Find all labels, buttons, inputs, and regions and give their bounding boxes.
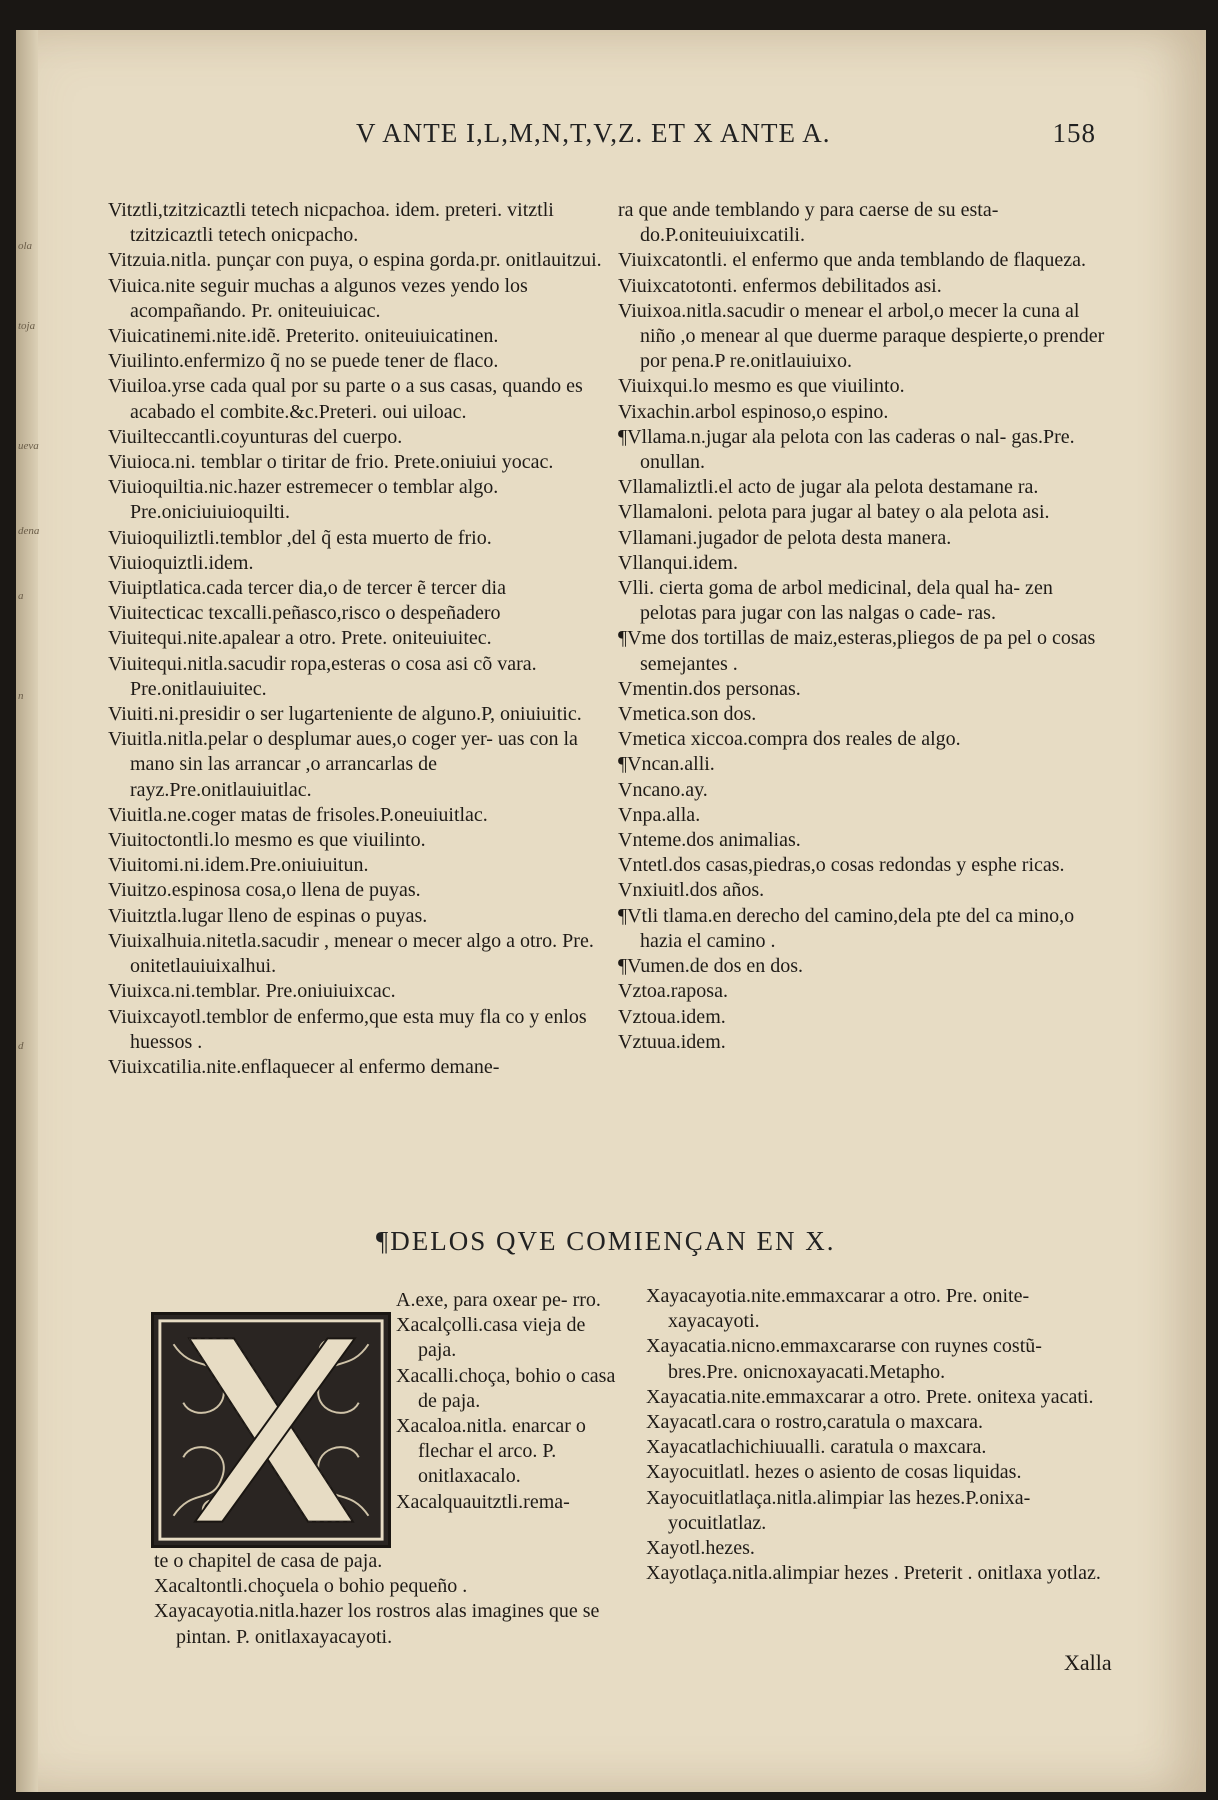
dictionary-entry: Viuitequi.nite.apalear a otro. Prete. oniteuiuitec. [108, 627, 492, 650]
dictionary-entry: Viuicatinemi.nite.idẽ. Preterito. oniteuiuicatinen. [108, 325, 499, 348]
dictionary-entry: Viuilteccantli.coyunturas del cuerpo. [108, 425, 403, 448]
dictionary-entry: Xayotl.hezes. [646, 1537, 755, 1560]
dictionary-entry: Viuitla.nitla.pelar o desplumar aues,o coger yer- uas con la mano sin las arrancar ,o arrancarlas de rayz.Pre.onitlauiuitlac. [108, 728, 578, 801]
right-column [618, 198, 1108, 1055]
catchword: Xalla [1064, 1650, 1112, 1675]
dictionary-entry: Vztoa.raposa. [618, 980, 728, 1003]
dictionary-entry: Viuixcatotonti. enfermos debilitados asi. [618, 274, 942, 297]
dictionary-entry: Viuiti.ni.presidir o ser lugarteniente de alguno.P, oniuiuitic. [108, 703, 582, 726]
dictionary-entry: Vllanqui.idem. [618, 551, 738, 574]
dictionary-entry: Vncano.ay. [618, 778, 708, 801]
dictionary-entry: Xayacayotia.nitla.hazer los rostros alas imagines que se pintan. P. onitlaxayacayoti. [154, 1600, 600, 1648]
folio-number: 158 [1052, 118, 1096, 148]
dictionary-entry: Vnteme.dos animalias. [618, 829, 801, 852]
dictionary-entry: ¶Vncan.alli. [618, 753, 715, 776]
dictionary-entry: Xayacatia.nite.emmaxcarar a otro. Prete. onitexa yacati. [646, 1385, 1094, 1408]
decorated-initial-x [56, 1214, 391, 1548]
margin-note: ueva [18, 440, 39, 452]
dictionary-entry: Viuitzo.espinosa cosa,o llena de puyas. [108, 879, 421, 902]
dictionary-entry: Viuixca.ni.temblar. Pre.oniuiuixcac. [108, 980, 396, 1003]
dictionary-entry: Viuitecticac texcalli.peñasco,risco o despeñadero [108, 602, 501, 625]
left-column [108, 198, 608, 1080]
page-gutter [16, 30, 38, 1792]
initial-letter: X [56, 1214, 60, 1219]
dictionary-entry: Xayocuitlatl. hezes o asiento de cosas liquidas. [646, 1461, 1022, 1484]
margin-note: toja [18, 320, 36, 332]
dictionary-entry: Xayacatia.nicno.emmaxcararse con ruynes costũ- bres.Pre. onicnoxayacati.Metapho. [646, 1335, 1042, 1383]
dictionary-entry: Viuiptlatica.cada tercer dia,o de tercer ẽ tercer dia [108, 577, 506, 600]
book-page [16, 30, 1206, 1792]
dictionary-entry: Vixachin.arbol espinoso,o espino. [618, 400, 889, 423]
dictionary-entry: Vitzuia.nitla. punçar con puya, o espina gorda.pr. onitlauitzui. [108, 249, 602, 272]
dictionary-entry: Vztuua.idem. [618, 1030, 726, 1053]
dictionary-entry: ¶Vllama.n.jugar ala pelota con las caderas o nal- gas.Pre. onullan. [618, 425, 1075, 474]
x-entries-right [646, 1284, 1116, 1586]
dictionary-entry: Xayotlaça.nitla.alimpiar hezes . Preterit . onitlaxa yotlaz. [646, 1562, 1101, 1585]
dictionary-entry: Vnpa.alla. [618, 803, 701, 826]
dictionary-entry: Vmetica.son dos. [618, 703, 757, 726]
dictionary-entry: Viuixcatontli. el enfermo que anda temblando de flaqueza. [618, 249, 1087, 272]
dictionary-entry: ¶Vtli tlama.en derecho del camino,dela pte del ca mino,o hazia el camino . [618, 904, 1075, 952]
dictionary-entry: Vntetl.dos casas,piedras,o cosas redondas y esphe ricas. [618, 854, 1065, 877]
section-title: ¶DELOS QVE COMIENÇAN EN X. [376, 1226, 836, 1256]
dictionary-entry: Xayocuitlatlaça.nitla.alimpiar las hezes.P.onixa- yocuitlatlaz. [646, 1486, 1031, 1534]
dictionary-entry: Viuioca.ni. temblar o tiritar de frio. Prete.oniuiui yocac. [108, 451, 554, 474]
dictionary-entry: Xacalquauitztli.rema- [396, 1490, 570, 1513]
dictionary-entry: Viuiloa.yrse cada qual por su parte o a sus casas, quando es acabado el combite.&c.Preteri. oui uiloac. [108, 375, 583, 423]
margin-note: a [18, 590, 24, 602]
dictionary-entry: Viuilinto.enfermizo q̃ no se puede tener de flaco. [108, 350, 499, 373]
margin-note: ola [18, 240, 33, 252]
dictionary-entry: Viuioquiztli.idem. [108, 551, 254, 574]
dictionary-entry: Viuixoa.nitla.sacudir o menear el arbol,o mecer la cuna al niño ,o menear al que duerme paraque despierte,o prender por pena.P re.onitlauiuixo. [618, 299, 1105, 373]
dictionary-entry: Vitztli,tzitzicaztli tetech nicpachoa. idem. preteri. vitztli tzitzicaztli tetech onicpacho. [108, 199, 554, 247]
margin-note: n [18, 690, 24, 702]
dictionary-entry: Viuixcatilia.nite.enflaquecer al enfermo demane- [108, 1055, 500, 1078]
dictionary-entry: Viuixalhuia.nitetla.sacudir , menear o mecer algo a otro. Pre. onitetlauiuixalhui. [108, 929, 594, 978]
dictionary-entry: Vnxiuitl.dos años. [618, 879, 765, 902]
dictionary-entry: te o chapitel de casa de paja. [154, 1550, 383, 1572]
running-title: V ANTE I,L,M,N,T,V,Z. ET X ANTE A. [356, 118, 831, 148]
margin-note: d [18, 1040, 24, 1052]
dictionary-entry: Viuitztla.lugar lleno de espinas o puyas. [108, 904, 428, 927]
dictionary-entry: Xayacayotia.nite.emmaxcarar a otro. Pre. onite- xayacayoti. [646, 1285, 1030, 1333]
dictionary-entry: Xacalli.choça, bohio o casa de paja. [396, 1364, 616, 1412]
dictionary-entry: Xacaloa.nitla. enarcar o flechar el arco. P. onitlaxacalo. [396, 1415, 586, 1488]
dictionary-entry: Viuioquiltia.nic.hazer estremecer o temblar algo. Pre.oniciuiuioquilti. [108, 476, 499, 524]
dictionary-entry: Viuixcayotl.temblor de enfermo,que esta muy fla co y enlos huessos . [108, 1005, 587, 1053]
dictionary-entry: ra que ande temblando y para caerse de su esta- do.P.oniteuiuixcatili. [618, 199, 999, 247]
dictionary-entry: A.exe, para oxear pe- rro. [396, 1289, 601, 1311]
dictionary-entry: Vmetica xiccoa.compra dos reales de algo. [618, 728, 961, 751]
dictionary-entry: Vllamaliztli.el acto de jugar ala pelota destamane ra. [618, 476, 1039, 499]
dictionary-entry: Viuixqui.lo mesmo es que viuilinto. [618, 375, 905, 398]
running-header [356, 118, 1096, 149]
dictionary-entry: Xacalçolli.casa vieja de paja. [396, 1314, 586, 1362]
dictionary-entry: Viuioquiliztli.temblor ,del q̃ esta muerto de frio. [108, 526, 492, 549]
dictionary-entry: Vmentin.dos personas. [618, 677, 801, 700]
margin-note: dena [18, 525, 40, 537]
dictionary-entry: Vllamani.jugador de pelota desta manera. [618, 526, 952, 549]
dictionary-entry: Vztoua.idem. [618, 1005, 726, 1028]
dictionary-entry: ¶Vme dos tortillas de maiz,esteras,pliegos de pa pel o cosas semejantes . [618, 627, 1096, 675]
dictionary-entry: Vllamaloni. pelota para jugar al batey o ala pelota asi. [618, 501, 1050, 524]
x-entries-below-initial [154, 1549, 624, 1650]
dictionary-entry: Viuitoctontli.lo mesmo es que viuilinto. [108, 829, 426, 852]
dictionary-entry: Viuitla.ne.coger matas de frisoles.P.oneuiuitlac. [108, 803, 488, 826]
dictionary-entry: Vlli. cierta goma de arbol medicinal, dela qual ha- zen pelotas para jugar con las nalgas o cade- ras. [618, 577, 1053, 625]
dictionary-entry: Xayacatl.cara o rostro,caratula o maxcara. [646, 1411, 984, 1434]
dictionary-entry: Viuitomi.ni.idem.Pre.oniuiuitun. [108, 854, 369, 877]
dictionary-entry: Xacaltontli.choçuela o bohio pequeño . [154, 1575, 468, 1598]
dictionary-entry: Xayacatlachichiuualli. caratula o maxcara. [646, 1436, 987, 1459]
dictionary-entry: Viuica.nite seguir muchas a algunos vezes yendo los acompañando. Pr. oniteuiuicac. [108, 274, 528, 322]
ornament-initial-icon [56, 1214, 388, 1545]
dictionary-entry: ¶Vumen.de dos en dos. [618, 955, 804, 978]
dictionary-entry: Viuitequi.nitla.sacudir ropa,esteras o cosa asi cõ vara. Pre.onitlauiuitec. [108, 652, 537, 700]
x-entries-beside-initial [396, 1288, 616, 1515]
